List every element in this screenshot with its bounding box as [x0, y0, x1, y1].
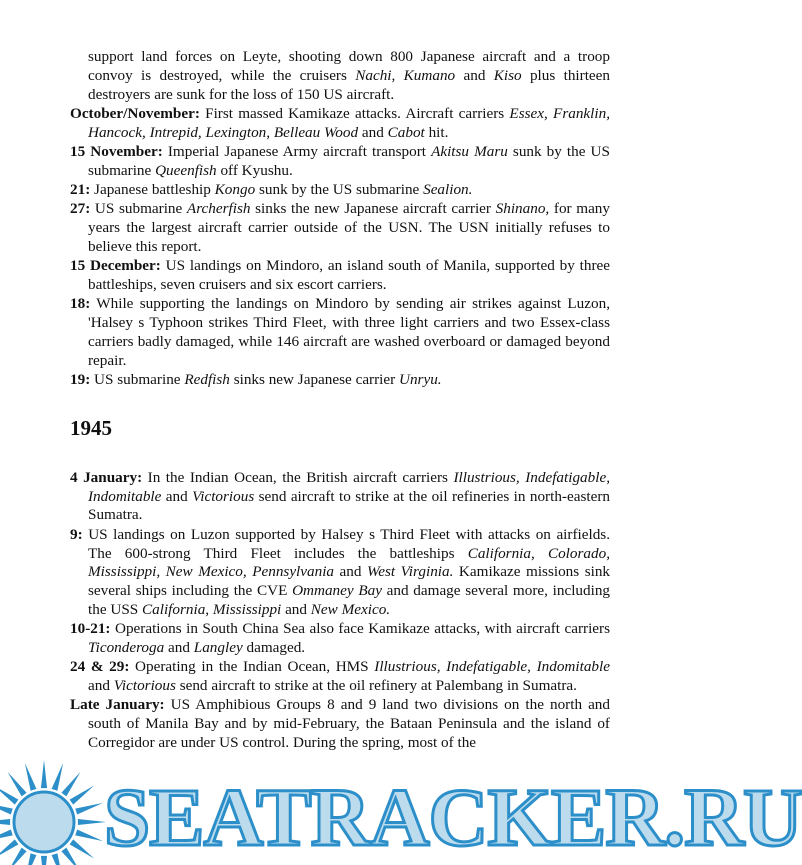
entries-1945 [70, 469, 610, 753]
sun-ray-icon [0, 839, 18, 858]
watermark [0, 752, 802, 865]
watermark-text: SEATRACKER.RU [104, 771, 802, 863]
entry-text: and [358, 123, 388, 141]
entry-date: 15 December: [70, 257, 161, 275]
entry-date: Late January: [70, 696, 165, 714]
sun-ray-icon [0, 830, 13, 842]
sun-ray-icon [52, 853, 64, 865]
ship-names: Cabot [387, 123, 425, 141]
entry-text: sinks the new Japanese aircraft carrier [250, 200, 496, 218]
entry-text: sunk by the US submarine [88, 142, 610, 179]
entry-text: off Kyushu. [216, 161, 293, 179]
entry-text: sinks new Japanese carrier [229, 371, 399, 389]
ship-names: California, Mississippi [142, 600, 282, 618]
sun-ray-icon [25, 763, 37, 791]
entry-date: 21: [70, 181, 91, 199]
timeline-entry [70, 658, 610, 696]
entry-text: US Amphibious Groups 8 and 9 land two divisions on the north and south of Manila Bay and by mid-February, the Bataan Peninsula and the island of Corregidor are under US control. During the spring, most of the [88, 696, 610, 751]
ship-names: Victorious [192, 487, 255, 505]
entry-text: Operating in the Indian Ocean, HMS [129, 658, 375, 676]
timeline-entry [70, 143, 610, 181]
document-page [70, 48, 610, 753]
entry-text: and [88, 677, 114, 695]
sun-ray-icon [8, 772, 27, 797]
entry-text: US landings on Luzon supported by Halsey s Third Fleet with attacks on airfields. The 600-strong Third Fleet includes the battleships [82, 525, 610, 562]
timeline-entry [70, 181, 610, 200]
entry-text: for many years the largest aircraft carrier outside of the USN. The USN initially refuses to believe this report. [88, 200, 610, 255]
entries-1944 [70, 105, 610, 390]
entry-text: First massed Kamikaze attacks. Aircraft carriers [199, 104, 510, 122]
entry-text: While supporting the landings on Mindoro by sending air strikes against Luzon, 'Halsey s Typhoon strikes Third Fleet, with three light carriers and two Essex-class carriers badly damaged, while 146 aircraft are washed overboard or damaged beyond repair. [88, 295, 610, 369]
entry-text: US submarine [90, 371, 185, 389]
ship-names: Illustrious, Indefatigable, Indomitable [374, 658, 610, 676]
entry-text: US submarine [90, 200, 187, 218]
sun-ray-icon [61, 772, 80, 797]
sun-ray-icon [41, 856, 47, 865]
ship-names: West Virginia. [367, 563, 454, 581]
ship-names: Akitsu Maru [431, 142, 508, 160]
sun-ray-icon [70, 786, 95, 805]
sun-ray-icon [70, 839, 95, 858]
entry-text: Imperial Japanese Army aircraft transport [162, 142, 432, 160]
ship-names: California, Colorado, Mississippi, New Mexico, Pennsylvania [88, 544, 610, 581]
ship-names: Illustrious, Indefatigable, Indomitable [88, 468, 610, 505]
entry-date: 24 & 29: [70, 658, 130, 676]
ship-names: Archerfish [186, 200, 251, 218]
timeline-entry [70, 526, 610, 620]
sun-ray-icon [75, 830, 103, 842]
ship-names: Essex, Franklin, Hancock, Intrepid, Lexington, Belleau Wood [88, 104, 610, 141]
entry-date: 9: [70, 525, 83, 543]
entry-date: 15 November: [70, 142, 163, 160]
timeline-entry [70, 105, 610, 143]
year-heading: 1945 [70, 415, 112, 440]
sun-ray-icon [25, 853, 37, 865]
timeline-entry [70, 469, 610, 525]
entry-date: October/November: [70, 104, 200, 122]
ship-names: Langley [193, 639, 243, 657]
entry-text: send aircraft to strike at the oil refineries in north-eastern Sumatra. [88, 487, 610, 524]
timeline-entry [70, 200, 610, 256]
sun-ray-icon [8, 848, 27, 865]
entry-text: hit. [424, 123, 449, 141]
entry-text: and [161, 487, 193, 505]
timeline-entry [70, 371, 610, 390]
ship-names: Ticonderoga [88, 639, 165, 657]
entry-text: Japanese battleship [90, 181, 215, 199]
sun-ray-icon [61, 848, 80, 865]
ship-names: Ommaney Bay [292, 582, 382, 600]
entry-text: Kamikaze missions sink several ships including the CVE [88, 563, 611, 600]
entry-text: Operations in South China Sea also face Kamikaze attacks, with aircraft carriers [110, 620, 610, 638]
sun-logo-icon [0, 752, 120, 865]
ship-names: Kongo [214, 181, 256, 199]
ship-names: Victorious [113, 677, 176, 695]
timeline-entry [70, 257, 610, 295]
timeline-entry [70, 696, 610, 752]
entry-text: and [334, 563, 368, 581]
entry-date: 18: [70, 295, 91, 313]
sun-ray-icon [52, 763, 64, 791]
entry-text: and damage several more, including the USS [88, 582, 611, 618]
sun-ray-icon [78, 819, 106, 825]
ship-names: Redfish [184, 371, 230, 389]
entry-date: 4 January: [70, 468, 143, 486]
timeline-entry [70, 295, 610, 370]
timeline-entry [70, 620, 610, 658]
entry-text: and [281, 600, 311, 618]
sun-ray-icon [0, 803, 13, 815]
entry-text: US landings on Mindoro, an island south of Manila, supported by three battleships, seven cruisers and six escort carriers. [88, 257, 610, 294]
entry-date: 10-21: [70, 620, 111, 638]
sun-ray-icon [41, 760, 47, 788]
ship-names: New Mexico. [310, 600, 391, 618]
entry-text: In the Indian Ocean, the British aircraft carriers [142, 468, 454, 486]
ship-names: Unryu. [399, 371, 442, 389]
ship-names: Sealion. [423, 181, 473, 199]
entry-date: 19: [70, 371, 91, 389]
entry-date: 27: [70, 200, 91, 218]
entry-text: and [164, 639, 194, 657]
sun-ray-icon [0, 786, 18, 805]
ship-names: Shinano, [495, 200, 550, 218]
entry-text: damaged. [242, 639, 306, 657]
entry-text: sunk by the US submarine [255, 181, 424, 199]
entry-text: send aircraft to strike at the oil refinery at Palembang in Sumatra. [175, 677, 577, 695]
sun-ray-icon [0, 819, 10, 825]
ship-names: Queenfish [155, 161, 217, 179]
sun-ray-icon [75, 803, 103, 815]
continued-entry: support land forces on Leyte, shooting down 800 Japanese aircraft and a troop convoy is destroyed, while the cruisers Nachi, Kumano and Kiso plus thirteen destroyers are sunk for the loss of 150 US aircraft. [88, 48, 610, 103]
